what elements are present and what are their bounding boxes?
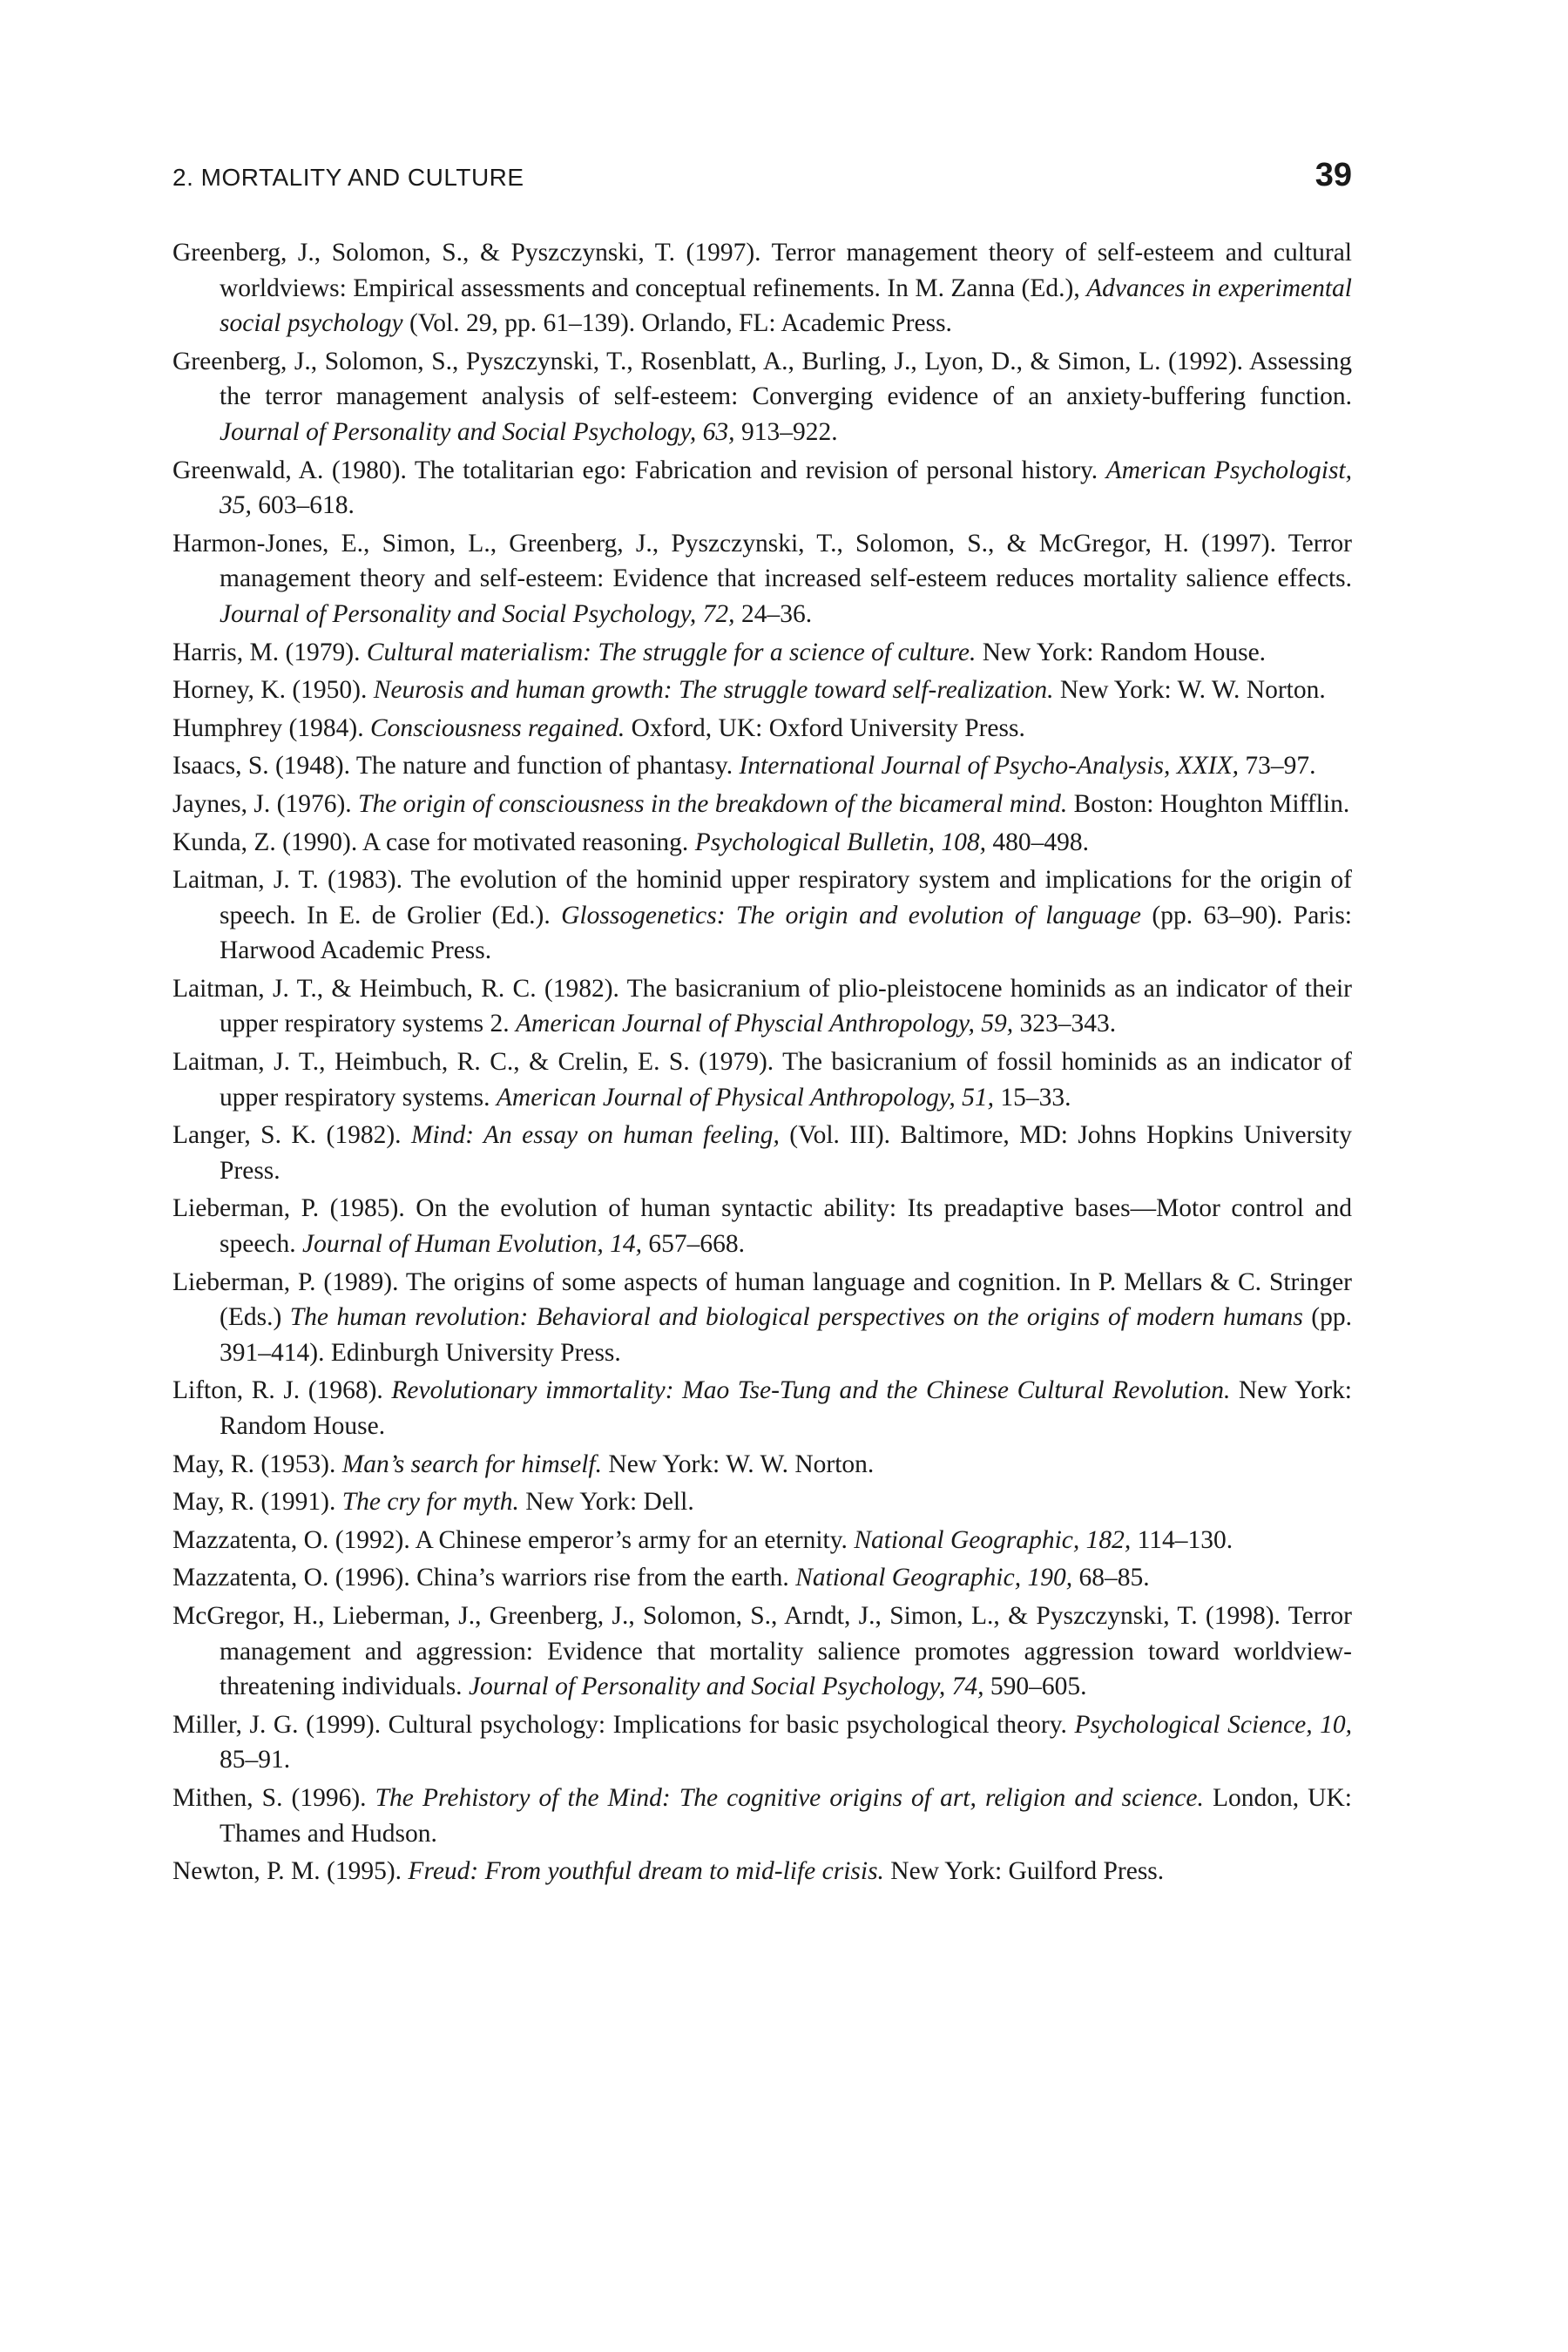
reference-text: Lieberman, P. (1989). The origins of some aspects of human language and cognition. In P. Mellars & C. Stringer (Eds.) [172, 1267, 1352, 1332]
reference-source: The Prehistory of the Mind: The cognitive origins of art, religion and science. [375, 1783, 1204, 1812]
reference-entry [172, 672, 1352, 708]
reference-details: 603–618. [251, 491, 355, 520]
reference-source: American Journal of Physcial Anthropology, 59, [516, 1010, 1014, 1038]
reference-entry [172, 1560, 1352, 1596]
reference-source: International Journal of Psycho-Analysis, XXIX, [739, 752, 1239, 781]
reference-entry [172, 1484, 1352, 1520]
reference-text: Lifton, R. J. (1968). [172, 1376, 392, 1405]
reference-source: Neurosis and human growth: The struggle toward self-realization. [373, 676, 1054, 705]
reference-source: Revolutionary immortality: Mao Tse-Tung and the Chinese Cultural Revolution. [391, 1376, 1231, 1405]
reference-details: 85–91. [220, 1746, 291, 1774]
reference-text: Horney, K. (1950). [172, 676, 374, 705]
reference-text: Mazzatenta, O. (1996). China’s warriors rise from the earth. [172, 1564, 796, 1592]
reference-source: American Journal of Physical Anthropology, 51, [496, 1083, 994, 1112]
reference-text: McGregor, H., Lieberman, J., Greenberg, J., Solomon, S., Arndt, J., Simon, L., & Pyszczynski, T. (1998). Terror management and aggression: Evidence that mortality salience promotes aggression toward worldview-threatening individuals. [172, 1601, 1352, 1701]
reference-details: 24–36. [734, 599, 813, 628]
reference-details: 590–605. [983, 1673, 1087, 1701]
reference-source: Psychological Bulletin, 108, [694, 828, 986, 856]
page-number: 39 [1315, 157, 1352, 193]
reference-text: Humphrey (1984). [172, 713, 370, 742]
reference-details: New York: W. W. Norton. [602, 1450, 875, 1478]
reference-entry [172, 1854, 1352, 1889]
reference-source: National Geographic, 182, [854, 1525, 1132, 1554]
reference-details: New York: Dell. [518, 1488, 694, 1517]
reference-details: 657–668. [642, 1230, 746, 1259]
reference-details: (pp. 63–90). Paris: Harwood Academic Press. [220, 901, 1352, 965]
reference-details: 913–922. [734, 417, 838, 446]
reference-source: Journal of Human Evolution, 14, [302, 1230, 643, 1259]
reference-text: Mazzatenta, O. (1992). A Chinese emperor’s army for an eternity. [172, 1525, 855, 1554]
running-head [172, 157, 1352, 200]
reference-details: New York: Random House. [220, 1376, 1352, 1440]
reference-source: Psychological Science, 10, [1074, 1710, 1352, 1739]
reference-source: Journal of Personality and Social Psychology, 63, [220, 417, 735, 446]
reference-entry [172, 1373, 1352, 1443]
reference-details: (pp. 391–414). Edinburgh University Press. [220, 1303, 1353, 1367]
reference-source: Advances in experimental social psychology [220, 274, 1352, 338]
reference-details: 73–97. [1238, 752, 1316, 781]
reference-entry [172, 711, 1352, 747]
reference-text: Newton, P. M. (1995). [172, 1857, 409, 1886]
reference-text: May, R. (1991). [172, 1488, 342, 1517]
reference-details: (Vol. III). Baltimore, MD: Johns Hopkins University Press. [220, 1121, 1352, 1185]
reference-details: Boston: Houghton Mifflin. [1067, 789, 1350, 818]
reference-text: Lieberman, P. (1985). On the evolution of human syntactic ability: Its preadaptive bases—Motor control and speech. [172, 1194, 1352, 1259]
reference-details: 114–130. [1131, 1525, 1233, 1554]
reference-entry [172, 862, 1352, 969]
reference-text: Kunda, Z. (1990). A case for motivated reasoning. [172, 828, 695, 856]
reference-details: (Vol. 29, pp. 61–139). Orlando, FL: Academic Press. [402, 309, 952, 338]
reference-text: Greenberg, J., Solomon, S., & Pyszczynski, T. (1997). Terror management theory of self-esteem and cultural worldviews: Empirical assessments and conceptual refinements. In M. Zanna (Ed.), [172, 239, 1352, 302]
reference-text: May, R. (1953). [172, 1450, 342, 1478]
reference-list [172, 235, 1352, 1892]
reference-text: Laitman, J. T. (1983). The evolution of the hominid upper respiratory system and implications for the origin of speech. In E. de Grolier (Ed.). [172, 866, 1352, 929]
reference-text: Mithen, S. (1996). [172, 1783, 375, 1812]
reference-details: 323–343. [1013, 1010, 1117, 1038]
reference-details: New York: Random House. [976, 638, 1267, 666]
reference-text: Greenberg, J., Solomon, S., Pyszczynski, T., Rosenblatt, A., Burling, J., Lyon, D., & Simon, L. (1992). Assessing the terror management analysis of self-esteem: Converging evidence of an anxiety-buffering function. [172, 347, 1352, 411]
reference-entry [172, 635, 1352, 671]
reference-details: 68–85. [1072, 1564, 1150, 1592]
reference-source: The origin of consciousness in the breakdown of the bicameral mind. [358, 789, 1068, 818]
reference-source: Glossogenetics: The origin and evolution of language [561, 901, 1141, 929]
reference-entry [172, 825, 1352, 861]
reference-entry [172, 1118, 1352, 1188]
reference-text: Isaacs, S. (1948). The nature and function of phantasy. [172, 752, 740, 781]
reference-entry [172, 1265, 1352, 1371]
reference-source: Journal of Personality and Social Psychology, 72, [220, 599, 735, 628]
reference-source: Man’s search for himself. [341, 1450, 603, 1478]
reference-source: National Geographic, 190, [795, 1564, 1073, 1592]
reference-source: Mind: An essay on human feeling, [410, 1121, 780, 1150]
reference-entry [172, 1191, 1352, 1261]
reference-text: Greenwald, A. (1980). The totalitarian ego: Fabrication and revision of personal history. [172, 456, 1106, 484]
reference-details: 480–498. [985, 828, 1089, 856]
reference-entry [172, 1781, 1352, 1851]
reference-source: Journal of Personality and Social Psychology, 74, [468, 1673, 984, 1701]
reference-text: Laitman, J. T., & Heimbuch, R. C. (1982). The basicranium of plio-pleistocene hominids as an indicator of their upper respiratory systems 2. [172, 974, 1352, 1038]
reference-entry [172, 748, 1352, 784]
reference-entry [172, 235, 1352, 341]
reference-entry [172, 971, 1352, 1042]
reference-details: London, UK: Thames and Hudson. [220, 1783, 1352, 1848]
reference-entry [172, 344, 1352, 450]
reference-source: Freud: From youthful dream to mid-life crisis. [408, 1857, 884, 1886]
reference-text: Langer, S. K. (1982). [172, 1121, 411, 1150]
reference-entry [172, 1523, 1352, 1558]
reference-text: Harris, M. (1979). [172, 638, 367, 666]
reference-details: Oxford, UK: Oxford University Press. [625, 713, 1025, 742]
reference-details: 15–33. [993, 1083, 1071, 1112]
reference-text: Miller, J. G. (1999). Cultural psychology: Implications for basic psychological theory. [172, 1710, 1075, 1739]
reference-entry [172, 787, 1352, 822]
reference-entry [172, 1044, 1352, 1115]
reference-entry [172, 1707, 1352, 1778]
reference-source: The human revolution: Behavioral and biological perspectives on the origins of modern humans [289, 1303, 1303, 1332]
reference-source: The cry for myth. [341, 1488, 519, 1517]
reference-text: Harmon-Jones, E., Simon, L., Greenberg, J., Pyszczynski, T., Solomon, S., & McGregor, H. (1997). Terror management theory and self-esteem: Evidence that increased self-esteem reduces mortality salience effects. [172, 529, 1352, 593]
reference-text: Jaynes, J. (1976). [172, 789, 359, 818]
chapter-title: 2. MORTALITY AND CULTURE [172, 164, 524, 191]
reference-source: Consciousness regained. [369, 713, 625, 742]
reference-source: American Psychologist, 35, [220, 456, 1352, 520]
reference-entry [172, 526, 1352, 632]
reference-entry [172, 1447, 1352, 1483]
reference-details: New York: W. W. Norton. [1053, 676, 1326, 705]
reference-details: New York: Guilford Press. [883, 1857, 1165, 1886]
reference-text: Laitman, J. T., Heimbuch, R. C., & Crelin, E. S. (1979). The basicranium of fossil hominids as an indicator of upper respiratory systems. [172, 1048, 1352, 1112]
reference-source: Cultural materialism: The struggle for a science of culture. [366, 638, 977, 666]
reference-entry [172, 1598, 1352, 1705]
reference-entry [172, 453, 1352, 524]
